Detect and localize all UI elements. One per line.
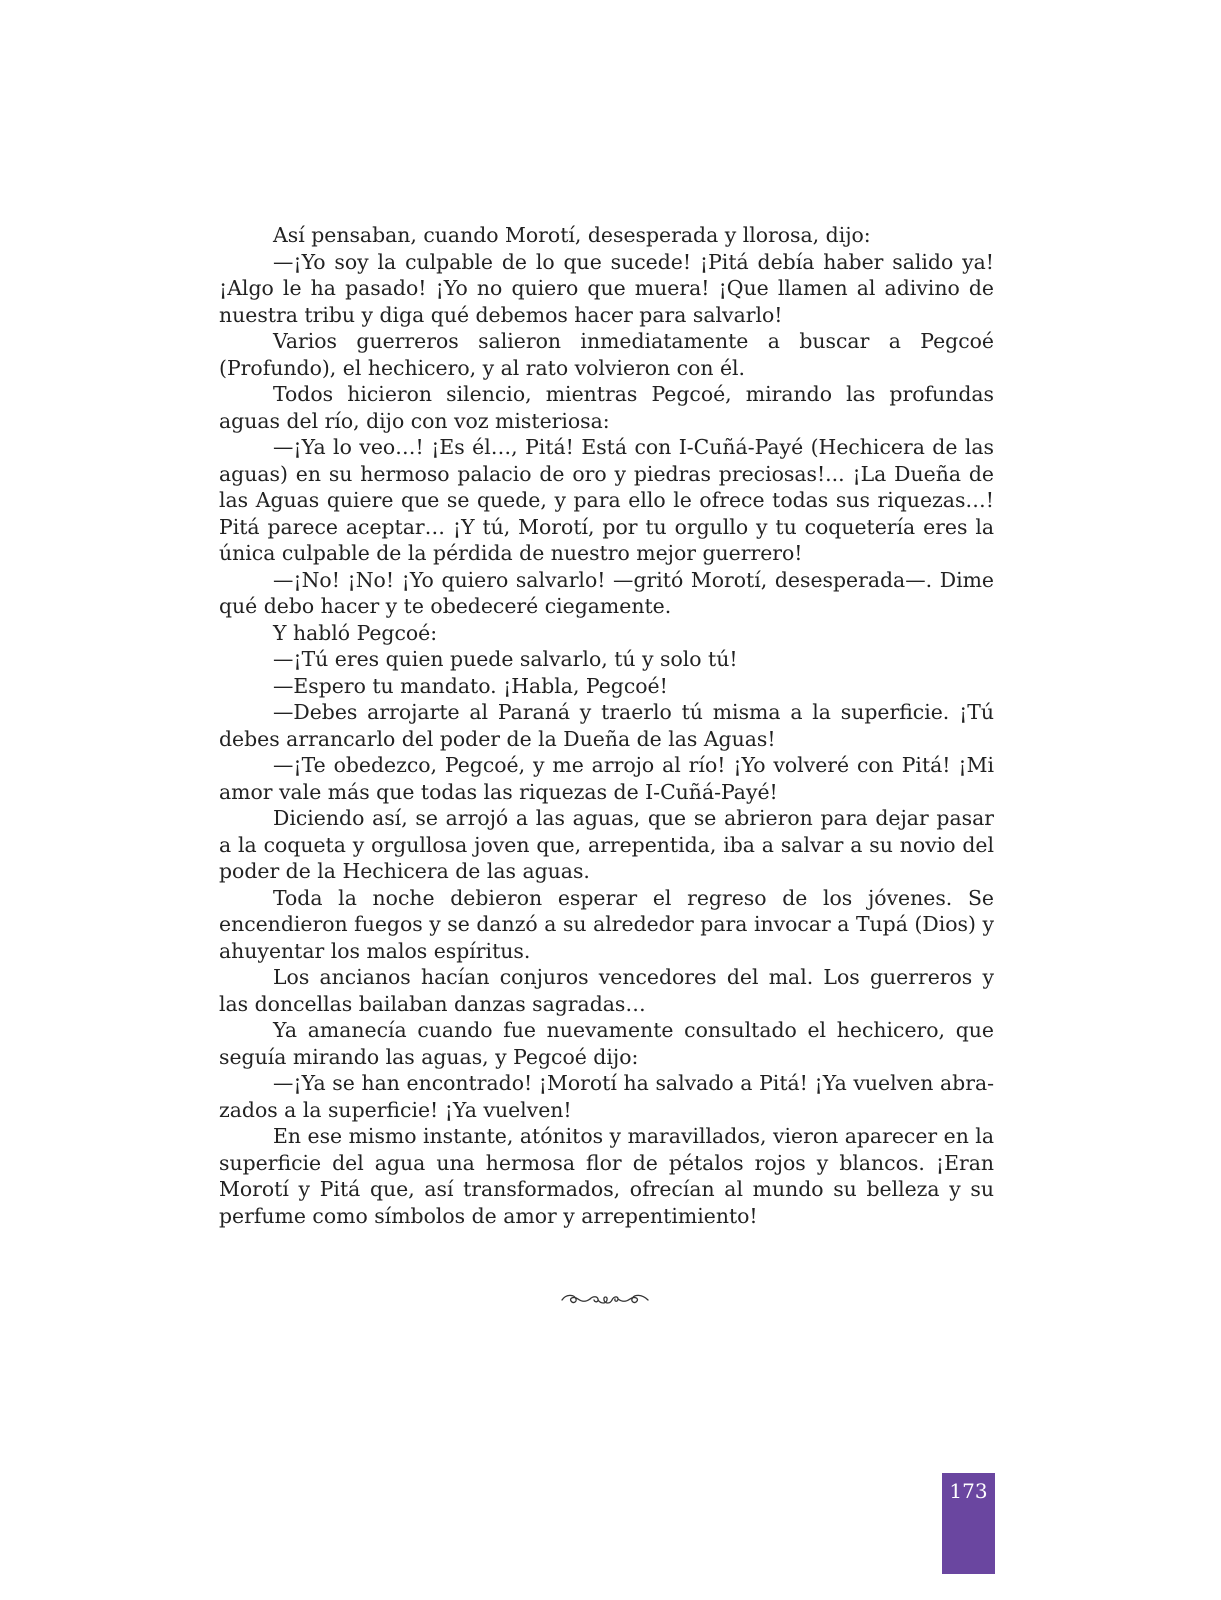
paragraph-3: Varios guerreros salieron inmediatamente a buscar a Pegcoé (Profundo), el hechicero, y al rato volvieron con él. <box>219 329 994 380</box>
paragraph-16: —¡Ya se han encontrado! ¡Morotí ha salvado a Pitá! ¡Ya vuelven abrazados a la superficie! ¡Ya vuelven! <box>219 1071 994 1122</box>
paragraph-6: —¡No! ¡No! ¡Yo quiero salvarlo! —gritó Morotí, desesperada—. Dime qué debo hacer y te obedeceré ciegamente. <box>219 567 994 618</box>
paragraph-9: —Espero tu mandato. ¡Habla, Pegcoé! <box>273 673 668 698</box>
paragraph-1: Así pensaban, cuando Morotí, desesperada y llorosa, dijo: <box>273 223 871 247</box>
paragraph-8: —¡Tú eres quien puede salvarlo, tú y solo tú! <box>273 647 738 671</box>
paragraph-4: Todos hicieron silencio, mientras Pegcoé, mirando las profundas aguas del río, dijo con voz misteriosa: <box>219 382 994 433</box>
paragraph-2: —¡Yo soy la culpable de lo que sucede! ¡Pitá debía haber salido ya! ¡Algo le ha pasado! ¡Yo no quiero que muera! ¡Que llamen al adivino de nuestra tribu y diga qué debemos hacer para salvarlo! <box>219 249 994 327</box>
page-number: 173 <box>949 1479 988 1503</box>
paragraph-7: Y habló Pegcoé: <box>273 620 438 645</box>
paragraph-15: Ya amanecía cuando fue nuevamente consultado el hechicero, que seguía mirando las aguas, y Pegcoé dijo: <box>219 1018 994 1069</box>
paragraph-17: En ese mismo instante, atónitos y maravillados, vieron aparecer en la superficie del agua una hermosa flor de pétalos rojos y blancos. ¡Eran Morotí y Pitá que, así transformados, ofrecían al mundo su belleza y su perfume como símbolos de amor y arrepentimiento! <box>219 1124 994 1228</box>
paragraph-14: Los ancianos hacían conjuros vencedores del mal. Los guerreros y las doncellas bailaban danzas sagradas… <box>219 965 994 1016</box>
story-text <box>219 222 994 1229</box>
paragraph-13: Toda la noche debieron esperar el regreso de los jóvenes. Se encendieron fuegos y se danzó a su alrededor para invocar a Tupá (Dios) y ahuyentar los malos espíritus. <box>219 885 994 963</box>
paragraph-12: Diciendo así, se arrojó a las aguas, que se abrieron para dejar pasar a la coqueta y orgullosa joven que, arrepentida, iba a salvar a su novio del poder de la Hechicera de las aguas. <box>219 806 994 883</box>
paragraph-11: —¡Te obedezco, Pegcoé, y me arrojo al río! ¡Yo volveré con Pitá! ¡Mi amor vale más que todas las riquezas de I-Cuñá-Payé! <box>219 753 994 804</box>
paragraph-5: —¡Ya lo veo…! ¡Es él…, Pitá! Está con I-Cuñá-Payé (Hechicera de las aguas) en su hermoso palacio de oro y piedras preciosas!... ¡La Dueña de las Aguas quiere que se quede, y para ello le ofrece todas sus riquezas…! Pitá parece aceptar… ¡Y tú, Morotí, por tu orgullo y tu coquetería eres la única culpable de la pérdida de nuestro mejor guerrero! <box>219 435 994 565</box>
flourish-ornament-icon <box>560 1290 650 1310</box>
paragraph-10: —Debes arrojarte al Paraná y traerlo tú misma a la superficie. ¡Tú debes arrancarlo del poder de la Dueña de las Aguas! <box>219 700 994 751</box>
page-number-tab <box>942 1473 995 1574</box>
